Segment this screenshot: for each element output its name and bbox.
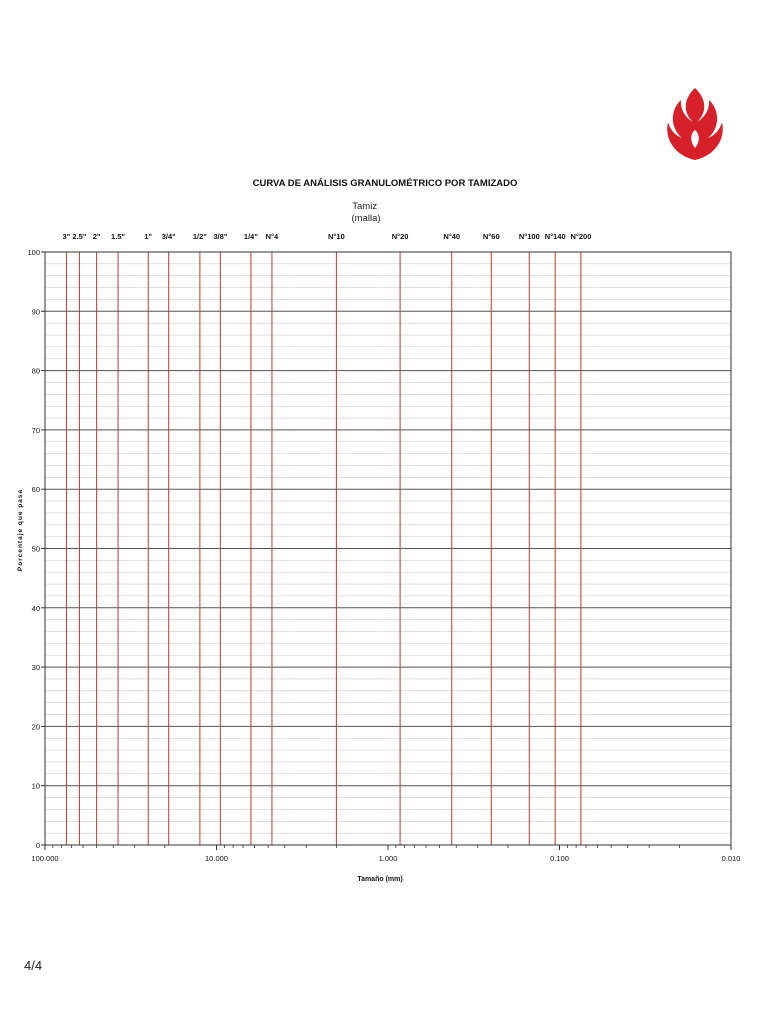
chart-title: CURVA DE ANÁLISIS GRANULOMÉTRICO POR TAMIZADO (252, 178, 518, 189)
x-tick-label: 10.000 (205, 854, 228, 863)
sieve-label: 3/8" (213, 232, 228, 241)
y-tick-label: 70 (31, 425, 40, 435)
sieve-label: 1/4" (243, 232, 258, 241)
sieve-label: N°20 (391, 232, 409, 241)
sieve-label: N°10 (327, 232, 345, 241)
y-tick-label: 100 (27, 248, 40, 257)
y-axis-label: Porcentaje que pasa (17, 488, 24, 572)
sieve-label: N°40 (443, 232, 461, 241)
y-tick-label: 0 (35, 841, 40, 850)
sieve-label: N°140 (544, 232, 566, 241)
y-tick-label: 30 (31, 663, 40, 673)
x-tick-label: 0.010 (721, 854, 741, 863)
x-tick-label: 1.000 (378, 854, 398, 863)
page-number: 4/4 (24, 958, 43, 973)
y-tick-label: 40 (31, 603, 40, 613)
sieve-label: 1.5" (111, 232, 126, 241)
sieve-axis-title-line1: Tamiz (352, 201, 378, 212)
y-tick-label: 10 (31, 781, 40, 791)
sieve-label: 1/2" (192, 232, 207, 241)
y-tick-label: 60 (31, 485, 40, 495)
x-axis-ticks (31, 845, 740, 863)
sieve-label: 2.5" (72, 232, 87, 241)
sieve-label: 2" (92, 232, 101, 241)
y-tick-label: 50 (31, 544, 40, 554)
y-tick-label: 80 (31, 366, 40, 376)
x-tick-label: 0.100 (550, 854, 569, 863)
sieve-label: N°100 (518, 232, 540, 241)
sieve-label: 3" (62, 232, 71, 241)
y-tick-label: 20 (31, 722, 40, 732)
sieve-label: N°4 (265, 232, 279, 241)
sieve-label: 1" (144, 232, 153, 241)
sieve-label: 3/4" (161, 232, 176, 241)
y-tick-label: 90 (31, 307, 40, 317)
sieve-axis-title-line2: (malla) (351, 213, 381, 224)
sieve-label: N°60 (482, 232, 500, 241)
x-axis-label: Tamaño (mm) (357, 876, 403, 883)
sieve-labels (63, 232, 592, 241)
sieve-axis-title (351, 201, 380, 224)
y-axis-ticks (27, 248, 45, 850)
x-tick-label: 100.000 (31, 854, 59, 863)
sieve-label: N°200 (570, 232, 592, 241)
